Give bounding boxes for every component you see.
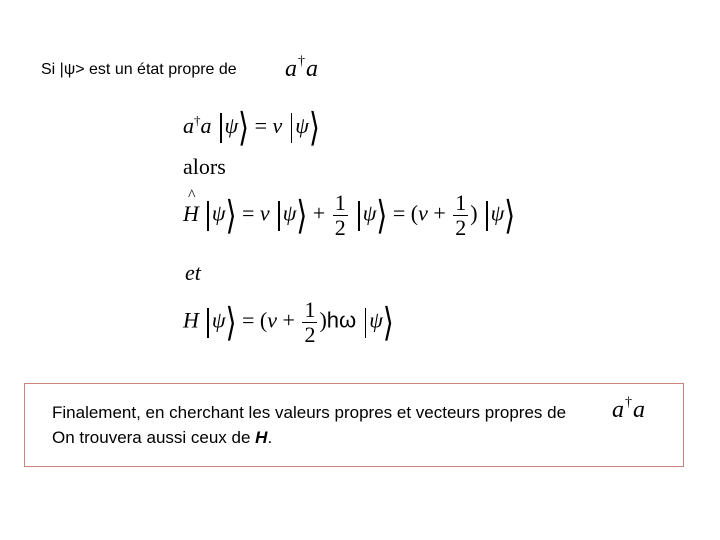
adagger-a-operator: a†a [285, 54, 318, 82]
adagger-a-operator-box: a†a [612, 395, 645, 423]
intro-text: Si |ψ> est un état propre de [41, 61, 237, 78]
hamiltonian-h: H [255, 428, 268, 447]
alors-label: alors [183, 154, 226, 179]
conclusion-line-1: Finalement, en cherchant les valeurs propres et vecteurs propres de [52, 403, 567, 422]
conclusion-box [24, 383, 684, 467]
conclusion-line-2: On trouvera aussi ceux de H. [52, 428, 273, 447]
equation-hamiltonian-hat: ^ H ψ⟩ = v ψ⟩ + $\frac{1}{2}$ ψ⟩ = (v + $\frac{1}{2}$ ) ψ⟩ [183, 186, 516, 240]
equation-hamiltonian-energy: H ψ⟩ = (v + $\frac{1}{2}$ )hω ψ⟩ [183, 297, 394, 347]
et-label: et [185, 260, 201, 285]
equation-eigen-adagger-a: a†a ψ⟩ = v ψ⟩ [183, 107, 320, 151]
